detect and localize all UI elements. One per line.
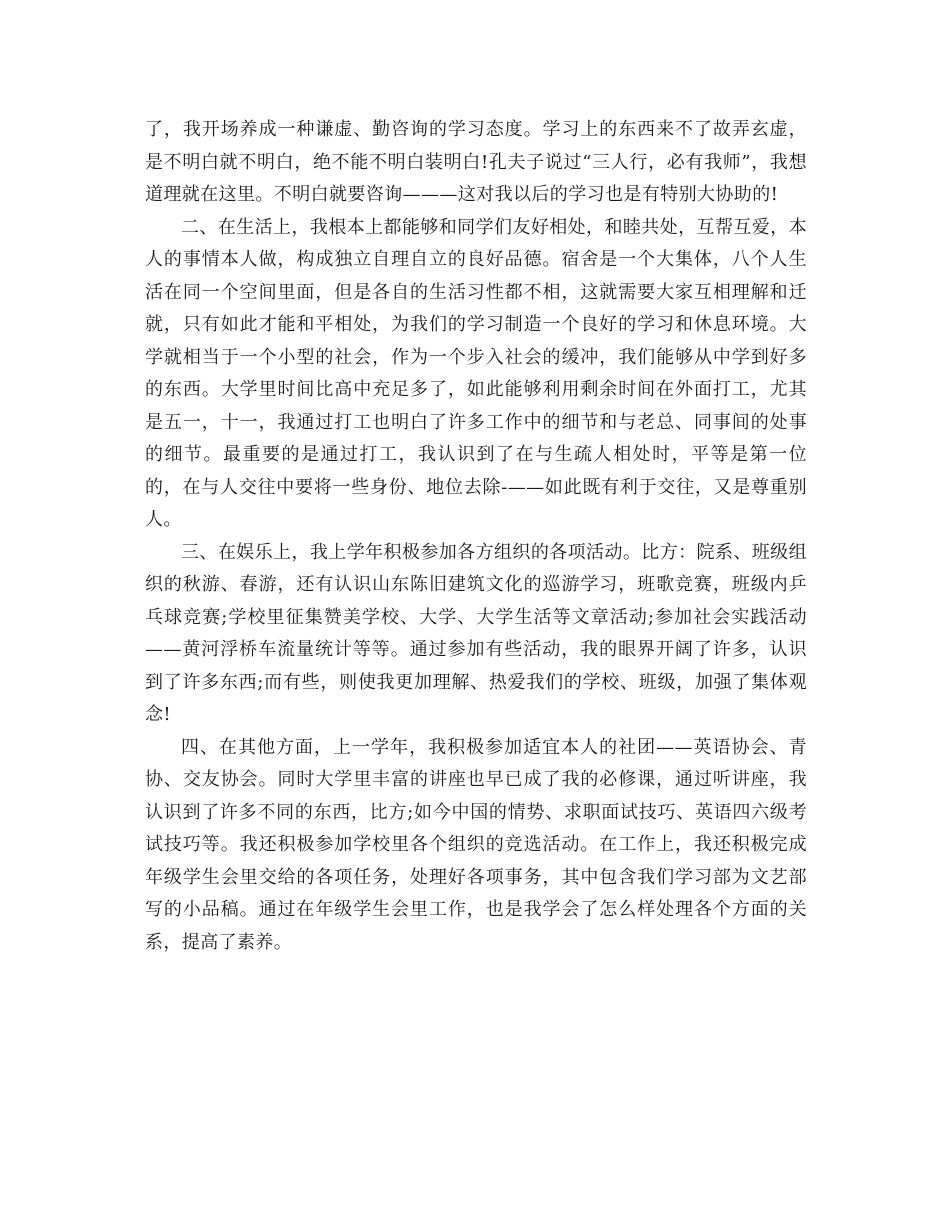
paragraph-other-aspects: 四、在其他方面，上一学年，我积极参加适宜本人的社团——英语协会、青协、交友协会。同时大学里丰富的讲座也早已成了我的必修课，通过听讲座，我认识到了许多不同的东西，比方;如今中国的情势、求职面试技巧、英语四六级考试技巧等。我还积极参加学校里各个组织的竞选活动。在工作上，我还积极完成年级学生会里交给的各项任务，处理好各项事务，其中包含我们学习部为文艺部写的小品稿。通过在年级学生会里工作，也是我学会了怎么样处理各个方面的关系，提高了素养。 bbox=[145, 736, 807, 953]
paragraph-life: 二、在生活上，我根本上都能够和同学们友好相处，和睦共处，互帮互爱，本人的事情本人做，构成独立自理自立的良好品德。宿舍是一个大集体，八个人生活在同一个空间里面，但是各自的生活习性都不相，这就需要大家互相理解和迁就，只有如此才能和平相处，为我们的学习制造一个良好的学习和休息环境。大学就相当于一个小型的社会，作为一个步入社会的缓冲，我们能够从中学到好多的东西。大学里时间比高中充足多了，如此能够利用剩余时间在外面打工，尤其是五一，十一，我通过打工也明白了许多工作中的细节和与老总、同事间的处事的细节。最重要的是通过打工，我认识到了在与生疏人相处时，平等是第一位的，在与人交往中要将一些身份、地位去除-——如此既有利于交往，又是尊重别人。 bbox=[145, 216, 807, 530]
paragraph-entertainment: 三、在娱乐上，我上学年积极参加各方组织的各项活动。比方：院系、班级组织的秋游、春游，还有认识山东陈旧建筑文化的巡游学习，班歌竞赛，班级内乒乓球竞赛;学校里征集赞美学校、大学、大学生活等文章活动;参加社会实践活动——黄河浮桥车流量统计等等。通过参加有些活动，我的眼界开阔了许多，认识到了许多东西;而有些，则使我更加理解、热爱我们的学校、班级，加强了集体观念! bbox=[145, 541, 807, 725]
paragraph-continuation: 了，我开场养成一种谦虚、勤咨询的学习态度。学习上的东西来不了故弄玄虚，是不明白就不明白，绝不能不明白装明白!孔夫子说过“三人行，必有我师”，我想道理就在这里。不明白就要咨询———这对我以后的学习也是有特别大协助的! bbox=[145, 119, 807, 205]
document-body bbox=[145, 114, 807, 959]
